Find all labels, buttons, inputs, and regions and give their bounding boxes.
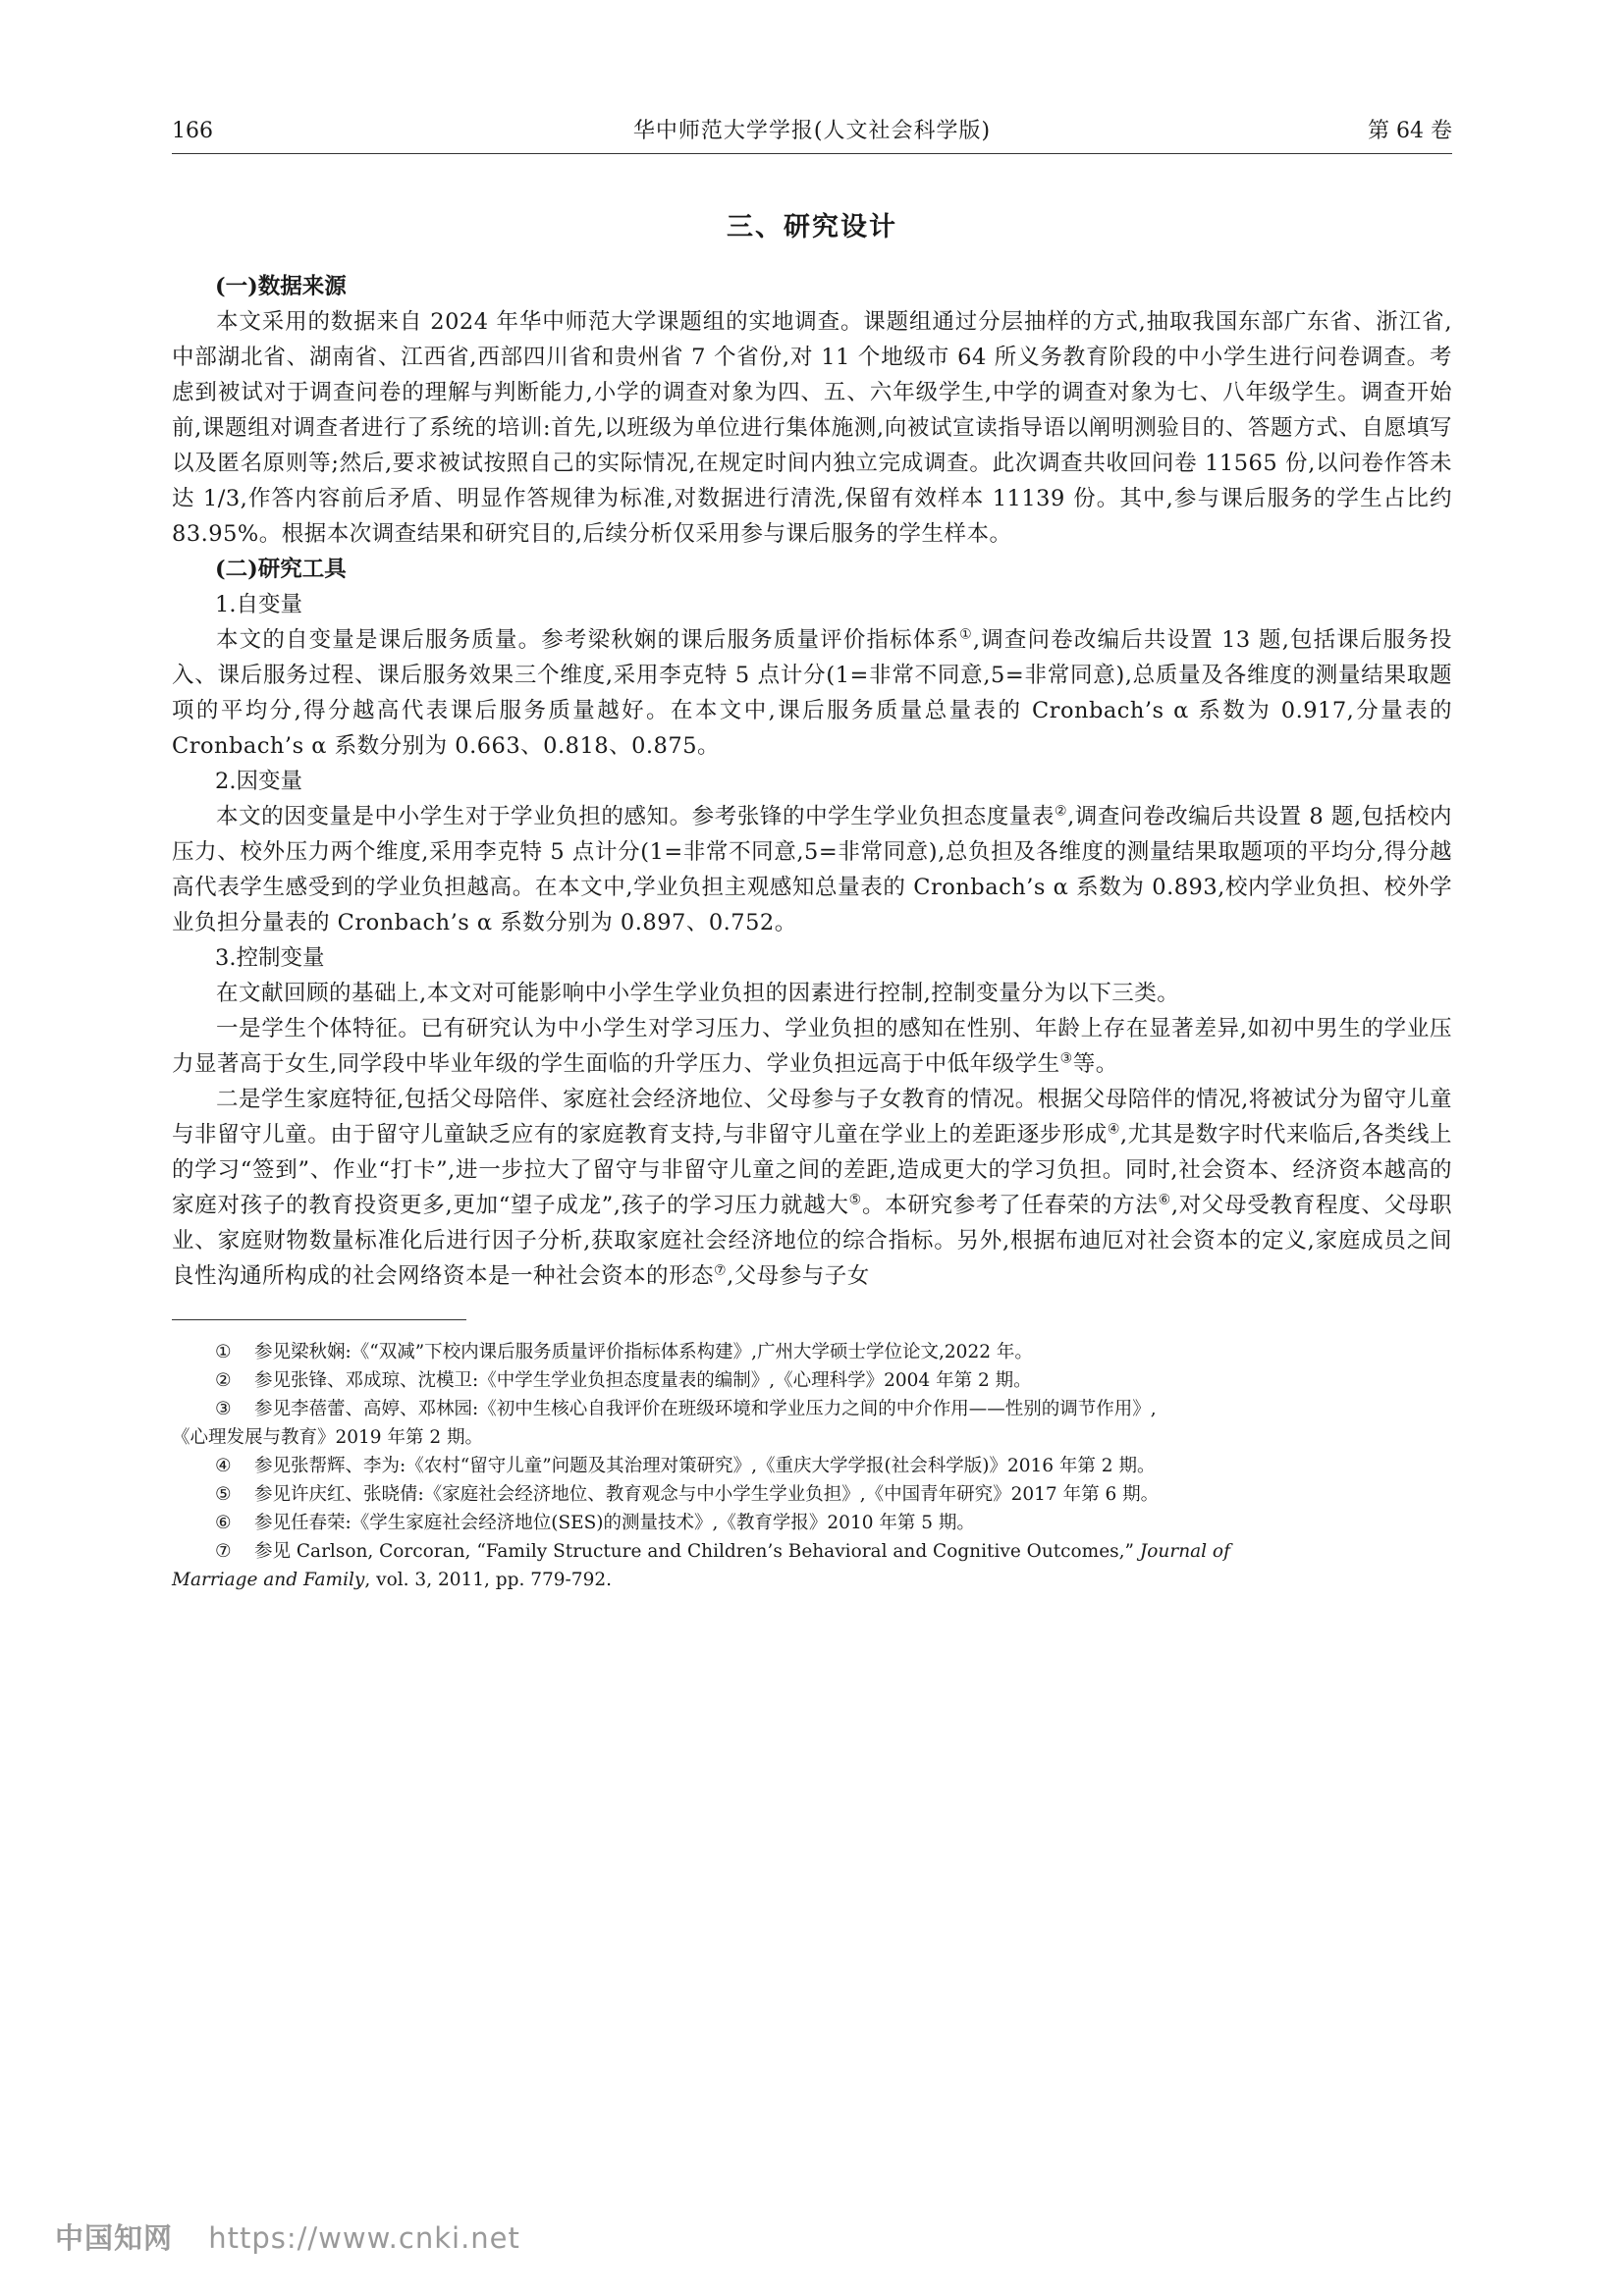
footnote-ref-3[interactable]: ③ (1059, 1050, 1073, 1067)
paragraph-dependent-variable: 本文的因变量是中小学生对于学业负担的感知。参考张锋的中学生学业负担态度量表②,调查问卷改编后共设置 8 题,包括校内压力、校外压力两个维度,采用李克特 5 点计分(1=非常不同意,5=非常同意),总负担及各维度的测量结果取题项的平均分,得分越高代表学生感受到的学业负担越高。在本文中,学业负担主观感知总量表的 Cronbach’s α 系数为 0.893,校内学业负担、校外学业负担分量表的 Cronbach’s α 系数分别为 0.897、0.752。 (172, 803, 1452, 935)
paragraph-independent-variable: 本文的自变量是课后服务质量。参考梁秋娴的课后服务质量评价指标体系①,调查问卷改编后共设置 13 题,包括课后服务投入、课后服务过程、课后服务效果三个维度,采用李克特 5 点计分(1=非常不同意,5=非常同意),总质量及各维度的测量结果取题项的平均分,得分越高代表课后服务质量越好。在本文中,课后服务质量总量表的 Cronbach’s α 系数为 0.917,分量表的 Cronbach’s α 系数分别为 0.663、0.818、0.875。 (172, 626, 1452, 759)
footnote-7-continued: Marriage and Family, vol. 3, 2011, pp. 779-792. (172, 1570, 612, 1590)
paragraph-control-intro: 在文献回顾的基础上,本文对可能影响中小学生学业负担的因素进行控制,控制变量分为以下三类。 (216, 981, 1180, 1006)
footnote-1: ① 参见梁秋娴:《“双减”下校内课后服务质量评价指标体系构建》,广州大学硕士学位论文,2022 年。 (215, 1342, 1033, 1362)
footnote-4: ④ 参见张帮辉、李为:《农村“留守儿童”问题及其治理对策研究》,《重庆大学学报(社会科学版)》2016 年第 2 期。 (215, 1456, 1156, 1476)
paragraph-data-source: 本文采用的数据来自 2024 年华中师范大学课题组的实地调查。课题组通过分层抽样的方式,抽取我国东部广东省、浙江省,中部湖北省、湖南省、江西省,西部四川省和贵州省 7 个省份,对 11 个地级市 64 所义务教育阶段的中小学生进行问卷调查。考虑到被试对于调查问卷的理解与判断能力,小学的调查对象为四、五、六年级学生,中学的调查对象为七、八年级学生。调查开始前,课题组对调查者进行了系统的培训:首先,以班级为单位进行集体施测,向被试宣读指导语以阐明测验目的、答题方式、自愿填写以及匿名原则等;然后,要求被试按照自己的实际情况,在规定时间内独立完成调查。此次调查共收回问卷 11565 份,以问卷作答未达 1/3,作答内容前后矛盾、明显作答规律为标准,对数据进行清洗,保留有效样本 11139 份。其中,参与课后服务的学生占比约 83.95%。根据本次调查结果和研究目的,后续分析仅采用参与课后服务的学生样本。 (172, 309, 1452, 547)
footnote-5: ⑤ 参见许庆红、张晓倩:《家庭社会经济地位、教育观念与中小学生学业负担》,《中国青年研究》2017 年第 6 期。 (215, 1484, 1160, 1505)
footnote-7: ⑦ 参见 Carlson, Corcoran, “Family Structure and Children’s Behavioral and Cognitive Outcomes,” Journal of (215, 1541, 1230, 1562)
footnote-ref-5[interactable]: ⑤ (848, 1192, 862, 1208)
journal-name: 华中师范大学学报(人文社会科学版) (632, 119, 992, 143)
footnote-2: ② 参见张锋、邓成琼、沈模卫:《中学生学业负担态度量表的编制》,《心理科学》2004 年第 2 期。 (215, 1370, 1032, 1391)
heading-dependent-variable: 2.因变量 (215, 769, 302, 794)
heading-independent-variable: 1.自变量 (215, 592, 302, 617)
running-header (172, 110, 1452, 154)
footnote-3-continued: 《心理发展与教育》2019 年第 2 期。 (172, 1427, 483, 1448)
section-title: 三、研究设计 (727, 212, 897, 242)
footnote-6: ⑥ 参见任春荣:《学生家庭社会经济地位(SES)的测量技术》,《教育学报》2010 年第 5 期。 (215, 1513, 975, 1533)
footnote-ref-2[interactable]: ② (1054, 803, 1068, 820)
cnki-watermark (55, 2216, 520, 2257)
cnki-url[interactable]: https://www.cnki.net (208, 2221, 520, 2255)
footnote-ref-7[interactable]: ⑦ (714, 1262, 728, 1279)
footnote-ref-4[interactable]: ④ (1107, 1121, 1120, 1138)
subsection-title-research-tools: (二)研究工具 (215, 557, 347, 582)
footnote-3: ③ 参见李蓓蕾、高婷、邓林园:《初中生核心自我评价在班级环境和学业压力之间的中介作用——性别的调节作用》, (215, 1399, 1157, 1419)
footnote-ref-1[interactable]: ① (959, 626, 973, 643)
page-number: 166 (172, 119, 213, 143)
subsection-title-data-source: (一)数据来源 (215, 274, 347, 299)
article-body (172, 208, 1452, 1594)
paragraph-individual-traits: 一是学生个体特征。已有研究认为中小学生对学习压力、学业负担的感知在性别、年龄上存在显著差异,如初中男生的学业压力显著高于女生,同学段中毕业年级的学生面临的升学压力、学业负担远高于中低年级学生③等。 (172, 1016, 1452, 1077)
heading-control-variables: 3.控制变量 (215, 945, 325, 971)
paragraph-family-traits: 二是学生家庭特征,包括父母陪伴、家庭社会经济地位、父母参与子女教育的情况。根据父母陪伴的情况,将被试分为留守儿童与非留守儿童。由于留守儿童缺乏应有的家庭教育支持,与非留守儿童在学业上的差距逐步形成④,尤其是数字时代来临后,各类线上的学习“签到”、作业“打卡”,进一步拉大了留守与非留守儿童之间的差距,造成更大的学习负担。同时,社会资本、经济资本越高的家庭对孩子的教育投资更多,更加“望子成龙”,孩子的学习压力就越大⑤。本研究参考了任春荣的方法⑥,对父母受教育程度、父母职业、家庭财物数量标准化后进行因子分析,获取家庭社会经济地位的综合指标。另外,根据布迪厄对社会资本的定义,家庭成员之间良性沟通所构成的社会网络资本是一种社会资本的形态⑦,父母参与子女 (172, 1087, 1452, 1289)
footnotes (172, 1338, 1452, 1594)
cnki-logo: 中国知网 (55, 2221, 174, 2255)
footnote-ref-6[interactable]: ⑥ (1158, 1192, 1171, 1208)
volume-number: 第 64 卷 (1368, 119, 1452, 143)
footnote-divider (172, 1319, 466, 1320)
